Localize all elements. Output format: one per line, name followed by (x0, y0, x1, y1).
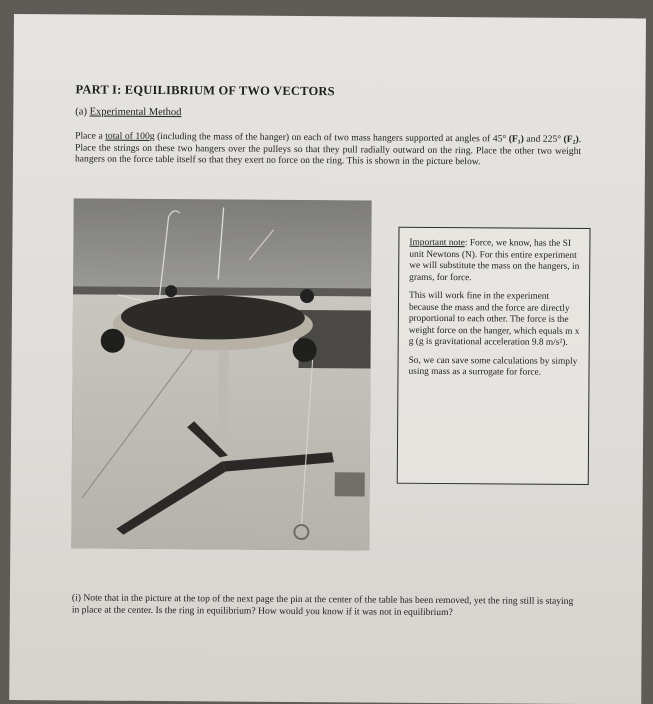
note-intro-text: : Force, we know, has the SI unit Newtons (N). For this entire experiment we will substitute the mass on the hangers, in grams, for force. (409, 238, 580, 283)
instructions-text-1: Place a (75, 130, 106, 142)
weight-set (335, 472, 365, 496)
question-i: (i) Note that in the picture at the top of the next page the pin at the center of the table has been removed, yet the ring still is staying in place at the center. Is the ring in equilibrium? How would you know if it was not in equilibrium? (71, 592, 574, 618)
document-page (9, 14, 646, 704)
note-surrogate: So, we can save some calculations by simply using mass as a surrogate for force. (408, 355, 578, 378)
instructions-f1-label: (F₁) (508, 133, 524, 145)
center-post (218, 349, 229, 459)
instructions-f2-label: (F₂) (563, 133, 579, 145)
note-label: Important note (409, 237, 465, 249)
instructions-text-7: . Place the strings on these two hangers over the pulleys so that they pull radially outward on the ring. Place the other two weight hangers on the force table itself so that they exert no force on the ring. This is shown in the picture below. (74, 133, 582, 168)
pulley-front-left (101, 329, 125, 353)
instructions-text-3: (including the mass of the hanger) on each of two mass hangers supported at angles of 45° (154, 130, 509, 145)
important-note-box (397, 227, 591, 485)
page-title: PART I: EQUILIBRIUM OF TWO VECTORS (75, 82, 335, 99)
note-intro (409, 238, 581, 285)
instructions-text-5: and 225° (523, 133, 564, 145)
force-table-illustration (71, 198, 371, 550)
section-prefix: (a) (75, 106, 90, 118)
instructions-paragraph (75, 130, 581, 168)
pulley-front-right (293, 338, 317, 362)
background-wall (73, 198, 372, 300)
force-table-photo (71, 198, 371, 550)
pulley-back-left (165, 285, 177, 297)
section-heading (75, 106, 181, 118)
pulley-back-right (300, 289, 314, 303)
note-proportional: This will work fine in the experiment because the mass and the force are directly proportional to each other. The force is the weight force on the hanger, which equals m x g (g is gravitational acceleration 9.8 m/s²). (408, 290, 580, 348)
section-title: Experimental Method (89, 106, 182, 119)
instructions-mass-total: total of 100g (105, 130, 155, 142)
